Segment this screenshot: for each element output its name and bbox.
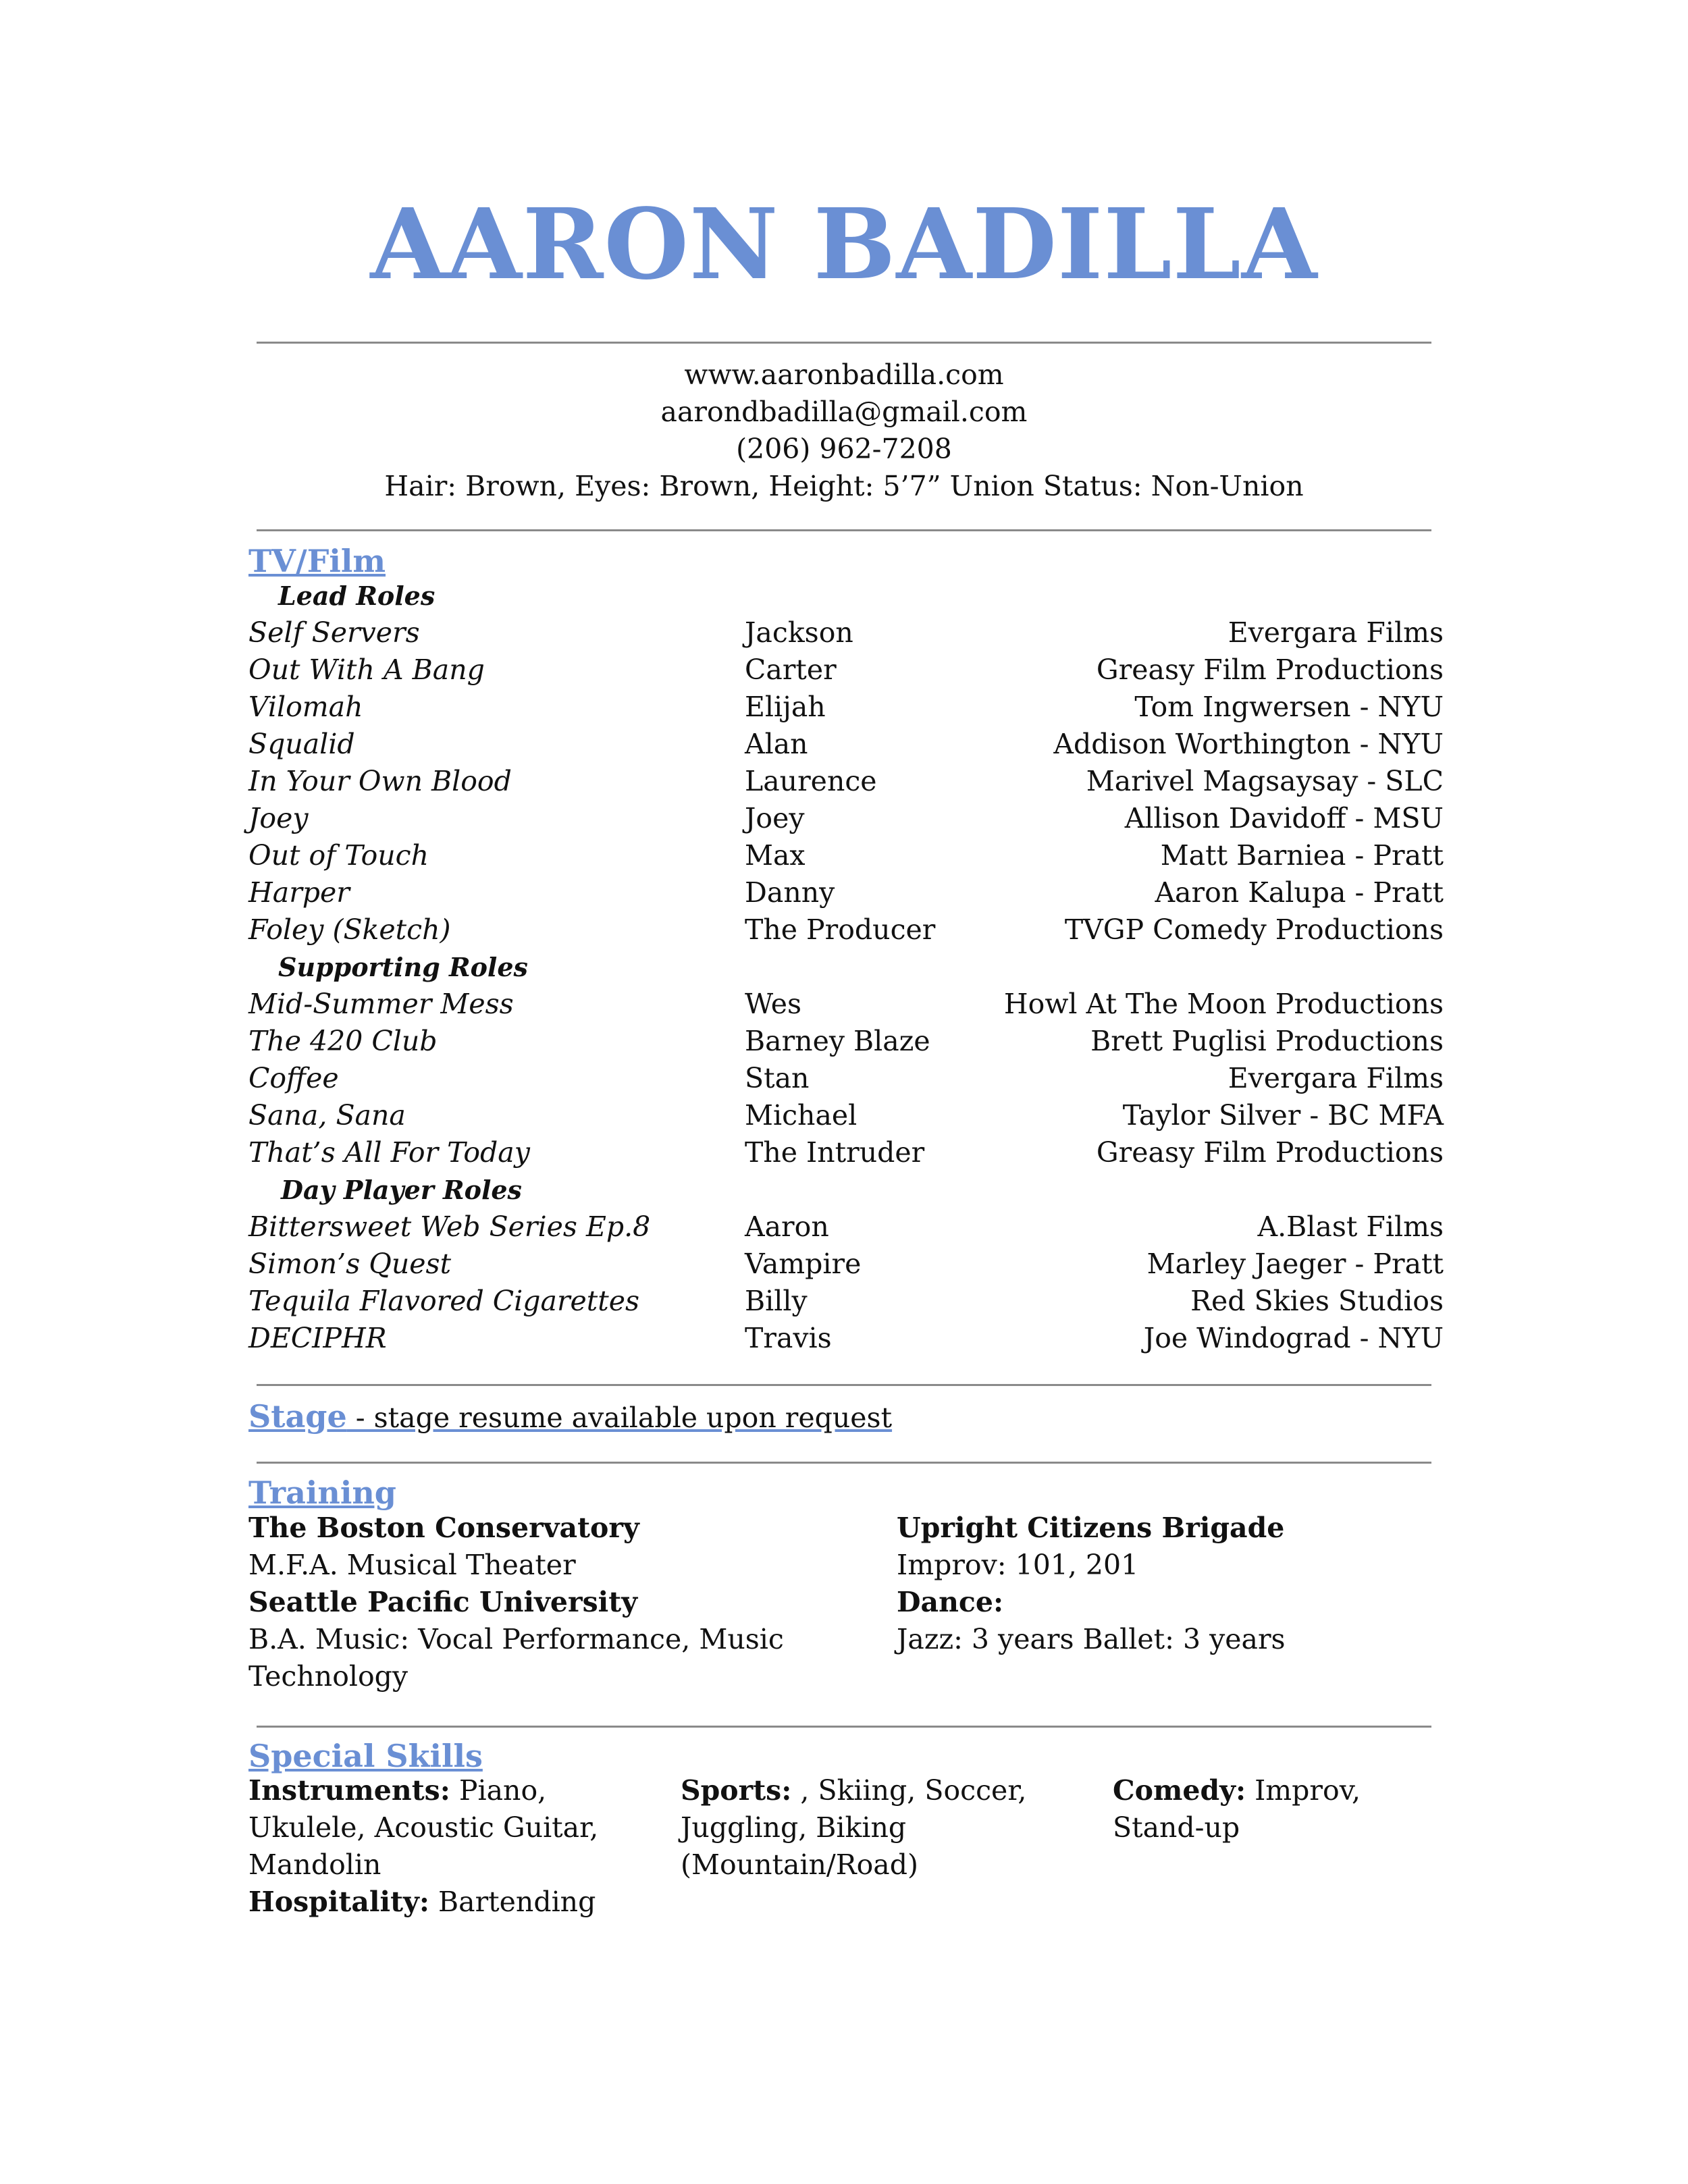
skills-value: Juggling, Biking: [681, 1811, 907, 1844]
skills-label-sports: Sports:: [681, 1774, 792, 1807]
training-degree: B.A. Music: Vocal Performance, Music: [248, 1623, 784, 1655]
credit-row: [248, 800, 1444, 837]
credit-production: Brett Puglisi Productions: [1090, 1025, 1444, 1057]
training-degree: M.F.A. Musical Theater: [248, 1549, 576, 1581]
credit-title: Harper: [248, 876, 350, 909]
credit-role: Wes: [745, 988, 802, 1020]
credit-role: Aaron: [745, 1210, 829, 1243]
skills-value: (Mountain/Road): [681, 1848, 918, 1881]
credit-production: Red Skies Studios: [1190, 1285, 1444, 1317]
credit-role: The Intruder: [745, 1136, 925, 1169]
stage-note: - stage resume available upon request: [346, 1402, 893, 1434]
credit-production: Marivel Magsaysay - SLC: [1086, 765, 1444, 797]
credit-row: [248, 874, 1444, 911]
skills-label-comedy: Comedy:: [1113, 1774, 1246, 1807]
subhead-day-player-roles: Day Player Roles: [281, 1175, 522, 1205]
credit-title: Vilomah: [248, 691, 363, 723]
credit-role: Max: [745, 839, 806, 872]
credit-role: Vampire: [745, 1248, 862, 1280]
credit-role: The Producer: [745, 913, 936, 946]
credit-production: Evergara Films: [1228, 616, 1444, 649]
credit-role: Jackson: [745, 616, 853, 649]
email-link[interactable]: aarondbadilla@gmail.com: [660, 396, 1028, 428]
skills-comedy: [1113, 1772, 1361, 1846]
section-title-special-skills: Special Skills: [248, 1738, 483, 1774]
credit-production: Greasy Film Productions: [1096, 1136, 1444, 1169]
credit-production: A.Blast Films: [1257, 1210, 1444, 1243]
skills-value: Bartending: [429, 1886, 596, 1918]
skills-label-instruments: Instruments:: [248, 1774, 450, 1807]
day-player-roles-list: [248, 1208, 1444, 1357]
credit-title: Out of Touch: [248, 839, 429, 872]
skills-value: Improv,: [1246, 1774, 1361, 1807]
website-link[interactable]: www.aaronbadilla.com: [684, 358, 1004, 391]
supporting-roles-list: [248, 986, 1444, 1171]
phone-number: (206) 962-7208: [736, 433, 952, 465]
credit-production: Greasy Film Productions: [1096, 654, 1444, 686]
section-title-stage: [248, 1398, 893, 1435]
credit-row: [248, 911, 1444, 949]
credit-role: Travis: [745, 1322, 832, 1354]
credit-row: [248, 1023, 1444, 1060]
skills-label-hospitality: Hospitality:: [248, 1886, 429, 1918]
credit-title: Out With A Bang: [248, 654, 485, 686]
training-left-column: [248, 1510, 784, 1695]
credit-row: [248, 1246, 1444, 1283]
credit-title: Coffee: [248, 1062, 339, 1094]
credit-role: Stan: [745, 1062, 810, 1094]
skills-sports: [681, 1772, 1026, 1884]
credit-title: In Your Own Blood: [248, 765, 512, 797]
credit-production: Matt Barniea - Pratt: [1160, 839, 1444, 872]
credit-production: Aaron Kalupa - Pratt: [1155, 876, 1444, 909]
credit-row: [248, 726, 1444, 763]
credit-role: Carter: [745, 654, 837, 686]
training-school: The Boston Conservatory: [248, 1512, 639, 1544]
skills-value: , Skiing, Soccer,: [791, 1774, 1027, 1807]
credit-title: Self Servers: [248, 616, 420, 649]
credit-row: [248, 1097, 1444, 1134]
divider: [257, 342, 1431, 344]
credit-row: [248, 1320, 1444, 1357]
credit-production: Addison Worthington - NYU: [1053, 728, 1444, 760]
credit-row: [248, 689, 1444, 726]
credit-row: [248, 1060, 1444, 1097]
credit-title: Joey: [248, 802, 309, 834]
training-school: Upright Citizens Brigade: [897, 1512, 1285, 1544]
credit-title: The 420 Club: [248, 1025, 438, 1057]
credit-production: TVGP Comedy Productions: [1064, 913, 1444, 946]
section-title-tv-film: TV/Film: [248, 543, 386, 579]
credit-production: Taylor Silver - BC MFA: [1122, 1099, 1444, 1131]
credit-title: DECIPHR: [248, 1322, 387, 1354]
credit-row: [248, 651, 1444, 689]
credit-title: Simon’s Quest: [248, 1248, 452, 1280]
divider: [257, 529, 1431, 531]
credit-role: Michael: [745, 1099, 858, 1131]
credit-row: [248, 1208, 1444, 1246]
training-detail: Improv: 101, 201: [897, 1549, 1139, 1581]
skills-value: Piano,: [450, 1774, 547, 1807]
credit-production: Joe Windograd - NYU: [1143, 1322, 1444, 1354]
skills-value: Ukulele, Acoustic Guitar,: [248, 1811, 599, 1844]
credit-production: Marley Jaeger - Pratt: [1146, 1248, 1444, 1280]
divider: [257, 1384, 1431, 1386]
training-detail: Jazz: 3 years Ballet: 3 years: [897, 1623, 1286, 1655]
credit-row: [248, 837, 1444, 874]
credit-title: Tequila Flavored Cigarettes: [248, 1285, 640, 1317]
credit-row: [248, 614, 1444, 651]
credit-row: [248, 1283, 1444, 1320]
resume-name: AARON BADILLA: [370, 187, 1318, 301]
divider: [257, 1462, 1431, 1464]
credit-production: Tom Ingwersen - NYU: [1134, 691, 1444, 723]
credit-role: Joey: [745, 802, 805, 834]
credit-title: Bittersweet Web Series Ep.8: [248, 1210, 651, 1243]
divider: [257, 1726, 1431, 1728]
lead-roles-list: [248, 614, 1444, 949]
credit-title: Foley (Sketch): [248, 913, 451, 946]
credit-row: [248, 1134, 1444, 1171]
physical-stats: Hair: Brown, Eyes: Brown, Height: 5’7” Union Status: Non-Union: [384, 470, 1304, 502]
film-credits: [248, 577, 1444, 1357]
credit-role: Billy: [745, 1285, 808, 1317]
credit-production: Allison Davidoff - MSU: [1124, 802, 1444, 834]
stage-title: Stage: [248, 1398, 347, 1435]
skills-instruments: [248, 1772, 598, 1921]
skills-value: Stand-up: [1113, 1811, 1240, 1844]
credit-role: Elijah: [745, 691, 826, 723]
section-title-training: Training: [248, 1474, 396, 1511]
credit-title: Squalid: [248, 728, 355, 760]
training-school: Dance:: [897, 1586, 1004, 1618]
credit-title: That’s All For Today: [248, 1136, 530, 1169]
credit-title: Mid-Summer Mess: [248, 988, 514, 1020]
credit-role: Alan: [745, 728, 808, 760]
credit-role: Laurence: [745, 765, 877, 797]
training-right-column: [897, 1510, 1286, 1658]
subhead-lead-roles: Lead Roles: [278, 581, 436, 611]
contact-block: [0, 356, 1688, 505]
credit-row: [248, 986, 1444, 1023]
credit-role: Danny: [745, 876, 835, 909]
credit-row: [248, 763, 1444, 800]
credit-production: Evergara Films: [1228, 1062, 1444, 1094]
credit-role: Barney Blaze: [745, 1025, 930, 1057]
training-degree-continued: Technology: [248, 1660, 408, 1693]
subhead-supporting-roles: Supporting Roles: [278, 952, 528, 982]
skills-value: Mandolin: [248, 1848, 381, 1881]
credit-title: Sana, Sana: [248, 1099, 406, 1131]
credit-production: Howl At The Moon Productions: [1003, 988, 1444, 1020]
training-school: Seattle Pacific University: [248, 1586, 638, 1618]
